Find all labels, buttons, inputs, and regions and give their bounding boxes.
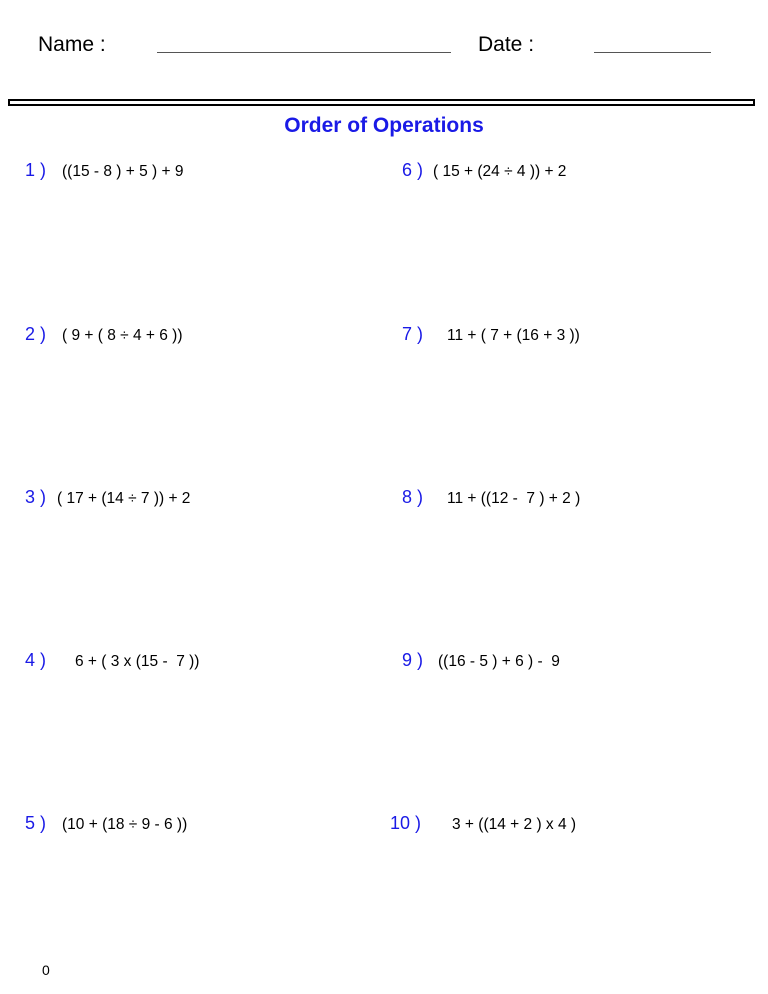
page-footer-number: 0 bbox=[42, 962, 50, 978]
problem-number: 10 ) bbox=[390, 813, 422, 833]
problem-number: 9 ) bbox=[402, 650, 424, 670]
problem-expression: ((15 - 8 ) + 5 ) + 9 bbox=[62, 163, 184, 180]
problem-number: 3 ) bbox=[25, 487, 47, 507]
problem-expression: ( 15 + (24 ÷ 4 )) + 2 bbox=[433, 163, 567, 180]
problem-expression: 3 + ((14 + 2 ) x 4 ) bbox=[452, 816, 577, 833]
name-field[interactable] bbox=[157, 52, 451, 53]
problem-number: 7 ) bbox=[402, 324, 424, 344]
problem-expression: ( 9 + ( 8 ÷ 4 + 6 )) bbox=[62, 327, 183, 344]
date-field[interactable] bbox=[594, 52, 711, 53]
problem-expression: 6 + ( 3 x (15 - 7 )) bbox=[75, 653, 200, 670]
problem-expression: ((16 - 5 ) + 6 ) - 9 bbox=[438, 653, 560, 670]
header-divider bbox=[8, 99, 755, 106]
problem-number: 4 ) bbox=[25, 650, 47, 670]
problem-expression: ( 17 + (14 ÷ 7 )) + 2 bbox=[57, 490, 191, 507]
problem-expression: 11 + ( 7 + (16 + 3 )) bbox=[447, 327, 580, 344]
problem-number: 5 ) bbox=[25, 813, 47, 833]
name-label: Name : bbox=[38, 33, 106, 56]
problem-expression: 11 + ((12 - 7 ) + 2 ) bbox=[447, 490, 581, 507]
problem-number: 1 ) bbox=[25, 160, 47, 180]
problem-number: 2 ) bbox=[25, 324, 47, 344]
problem-expression: (10 + (18 ÷ 9 - 6 )) bbox=[62, 816, 188, 833]
date-label: Date : bbox=[478, 33, 535, 56]
problem-number: 6 ) bbox=[402, 160, 424, 180]
worksheet-title: Order of Operations bbox=[284, 114, 484, 137]
problem-number: 8 ) bbox=[402, 487, 424, 507]
